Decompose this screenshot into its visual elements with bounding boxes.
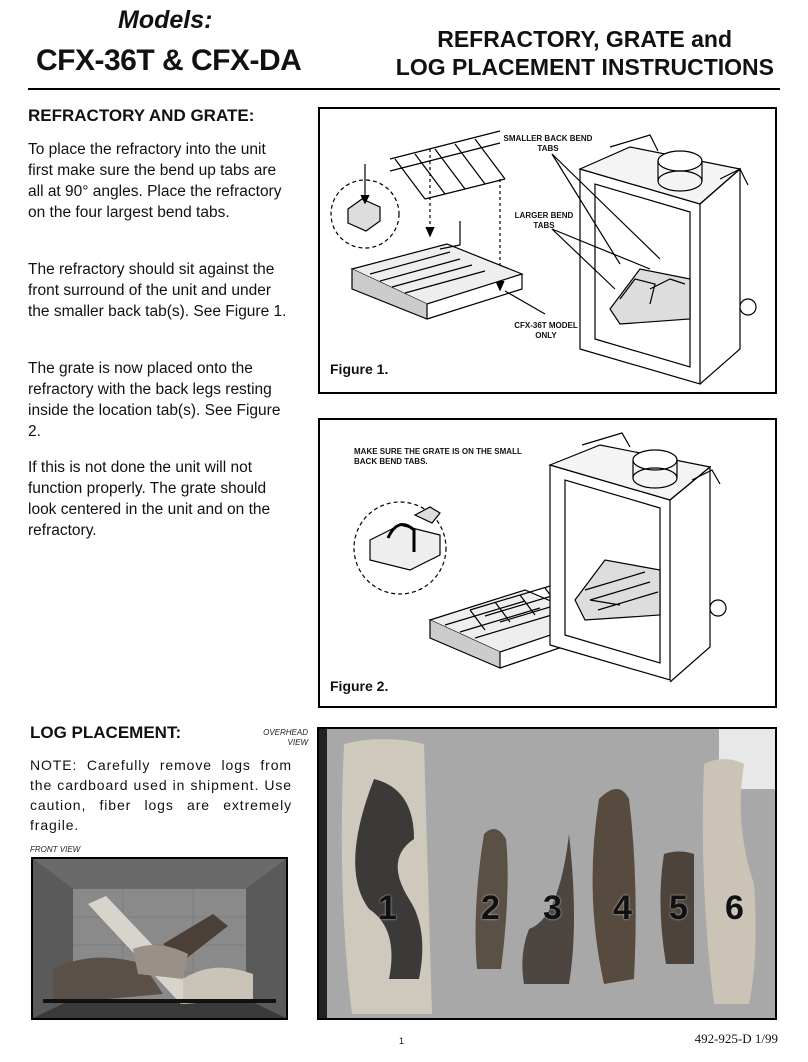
callout-grate-on-tabs: MAKE SURE THE GRATE IS ON THE SMALL BACK BEND TABS. [354, 447, 522, 466]
figure-1-box [318, 107, 777, 394]
front-view-photo-image [33, 859, 286, 1018]
refractory-heading: REFRACTORY AND GRATE: [28, 106, 255, 125]
log-number-3: 3 [543, 889, 562, 927]
refractory-paragraph-2: The refractory should sit against the front surround of the unit and under the smaller back tab(s). See Figure 1. [28, 261, 287, 320]
document-code: 492-925-D 1/99 [694, 1031, 778, 1046]
log-placement-heading: LOG PLACEMENT: [30, 723, 182, 742]
refractory-paragraph-1: To place the refractory into the unit first make sure the bend up tabs are all at 90° angles. Place the refractory on the four largest bend tabs. [28, 141, 282, 221]
refractory-paragraph-3: The grate is now placed onto the refractory with the back legs resting inside the location tab(s). See Figure 2. [28, 360, 281, 440]
log-number-6: 6 [725, 889, 744, 927]
callout-smaller-bend-tabs: SMALLER BACK BEND TABS [503, 134, 593, 153]
title-line-2: LOG PLACEMENT INSTRUCTIONS [395, 54, 774, 80]
header-rule [28, 88, 780, 90]
log-number-5: 5 [669, 889, 688, 927]
log-number-2: 2 [481, 889, 500, 927]
overhead-view-label: OVERHEAD VIEW [263, 728, 308, 747]
title-line-1: REFRACTORY, GRATE and [437, 26, 732, 52]
log-number-1: 1 [378, 889, 397, 927]
page-number: 1 [399, 1036, 405, 1046]
callout-cfx36t-model-only: CFX-36T MODEL ONLY [514, 321, 578, 340]
figure-1-caption: Figure 1. [330, 361, 389, 377]
overhead-logs-image [319, 729, 775, 1018]
front-view-label: FRONT VIEW [30, 845, 81, 854]
front-view-photo [31, 857, 288, 1020]
model-names: CFX-36T & CFX-DA [36, 44, 302, 77]
figure-2-box [318, 418, 777, 708]
log-note: NOTE: Carefully remove logs from the cardboard used in shipment. Use caution, fiber logs are extremely fragile. [30, 757, 292, 833]
log-number-4: 4 [613, 889, 632, 927]
figure-2-caption: Figure 2. [330, 678, 389, 694]
models-label: Models: [118, 6, 213, 34]
refractory-paragraph-4: If this is not done the unit will not function properly. The grate should look centered in the unit and on the refractory. [28, 459, 271, 539]
overhead-logs-photo [317, 727, 777, 1020]
callout-larger-bend-tabs: LARGER BEND TABS [514, 211, 574, 230]
